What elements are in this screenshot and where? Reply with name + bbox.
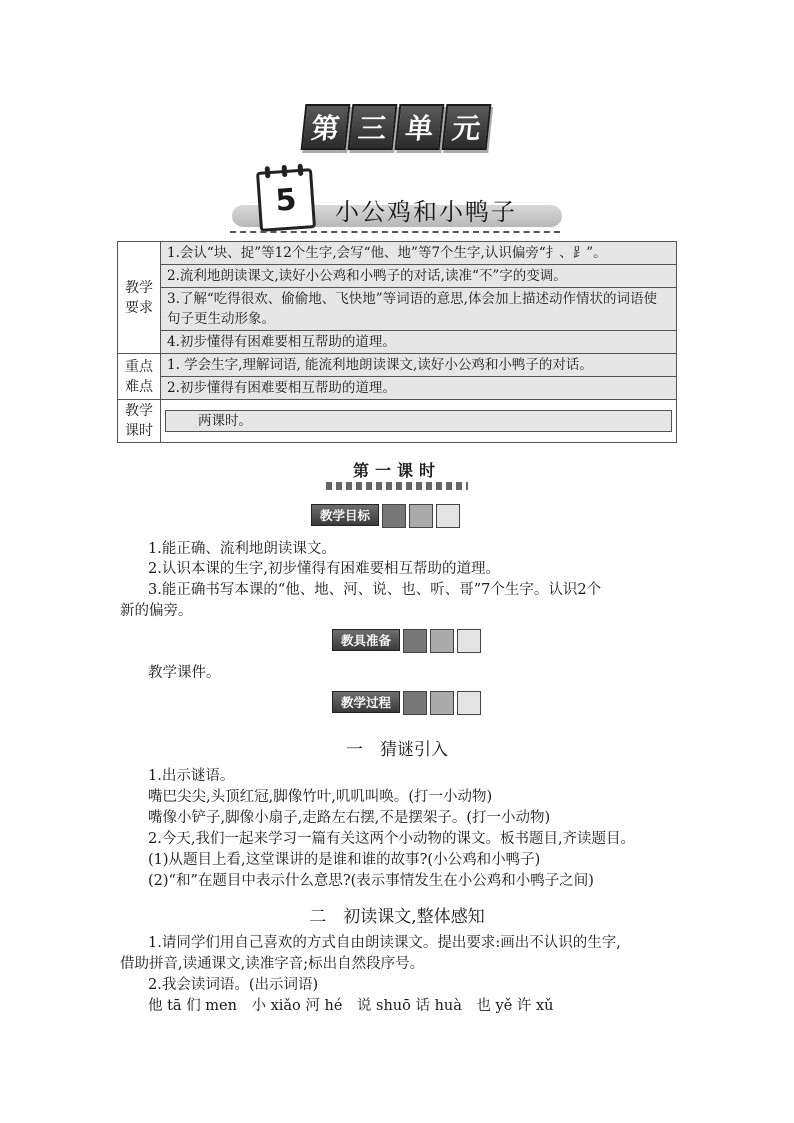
section-heading: 二 初读课文,整体感知	[309, 907, 485, 927]
row-label: 教学 课时	[118, 400, 161, 443]
unit-char: 单	[395, 104, 445, 150]
list-item: 教学课件。	[148, 665, 221, 681]
divider	[326, 482, 468, 490]
list-item: 2.我会读词语。(出示词语)	[148, 977, 319, 993]
list-item: 借助拼音,读通课文,读准字音;标出自然段序号。	[120, 956, 425, 972]
unit-banner	[303, 104, 489, 150]
row-label: 重点 难点	[118, 354, 161, 400]
row-label: 教学 要求	[118, 242, 161, 354]
calendar-icon	[256, 168, 316, 232]
lesson-number: 5	[274, 181, 298, 219]
list-item: 3.能正确书写本课的“他、地、河、说、也、听、哥”7个生字。认识2个	[148, 582, 602, 598]
list-item: 他 tā 们 men 小 xiǎo 河 hé 说 shuō 话 huà 也 yě 许 xǔ	[148, 998, 554, 1014]
requirements-table	[117, 241, 677, 443]
section-tag-goals: 教学目标	[311, 504, 460, 526]
list-item: 嘴像小铲子,脚像小扇子,走路左右摆,不是摆架子。(打一小动物)	[148, 810, 551, 826]
list-item: 1.会认“块、捉”等12个生字,会写“他、地”等7个生字,认识偏旁“扌、⻊”。	[161, 242, 676, 265]
divider	[230, 231, 560, 233]
list-item: 2.认识本课的生字,初步懂得有困难要相互帮助的道理。	[148, 561, 500, 577]
list-item: 新的偏旁。	[120, 603, 193, 619]
section-tag-tools: 教具准备	[332, 629, 481, 651]
section-tag-process: 教学过程	[332, 691, 481, 713]
lesson-title: 小公鸡和小鸭子	[335, 198, 517, 226]
list-item: 1.请同学们用自己喜欢的方式自由朗读课文。提出要求:画出不认识的生字,	[148, 935, 621, 951]
list-item: 2.初步懂得有困难要相互帮助的道理。	[167, 380, 396, 396]
list-item: (1)从题目上看,这堂课讲的是谁和谁的故事?(小公鸡和小鸭子)	[148, 852, 541, 868]
list-item: 2.流利地朗读课文,读好小公鸡和小鸭子的对话,读准“不”字的变调。	[161, 265, 676, 288]
list-item: 两课时。	[165, 410, 672, 432]
unit-char: 第	[301, 104, 351, 150]
list-item: 1. 学会生字,理解词语, 能流利地朗读课文,读好小公鸡和小鸭子的对话。	[161, 354, 676, 377]
period-title: 第一课时	[352, 461, 441, 480]
list-item: 嘴巴尖尖,头顶红冠,脚像竹叶,叽叽叫唤。(打一小动物)	[148, 789, 493, 805]
list-item: 2.今天,我们一起来学习一篇有关这两个小动物的课文。板书题目,齐读题目。	[148, 831, 636, 847]
row-content	[161, 242, 677, 354]
list-item: 1.能正确、流利地朗读课文。	[148, 541, 336, 557]
list-item: 3.了解“吃得很欢、偷偷地、飞快地”等词语的意思,体会加上描述动作情状的词语使句子更生动形象。	[161, 288, 676, 331]
list-item: (2)“和”在题目中表示什么意思?(表示事情发生在小公鸡和小鸭子之间)	[148, 873, 594, 889]
row-content	[161, 400, 677, 443]
list-item: 1.出示谜语。	[148, 768, 235, 784]
table-row	[118, 354, 677, 400]
unit-char: 元	[442, 104, 492, 150]
unit-char: 三	[348, 104, 398, 150]
list-item: 4.初步懂得有困难要相互帮助的道理。	[167, 334, 396, 350]
table-row	[118, 400, 677, 443]
section-heading: 一 猜谜引入	[346, 740, 448, 760]
table-row	[118, 242, 677, 354]
row-content	[161, 354, 677, 400]
